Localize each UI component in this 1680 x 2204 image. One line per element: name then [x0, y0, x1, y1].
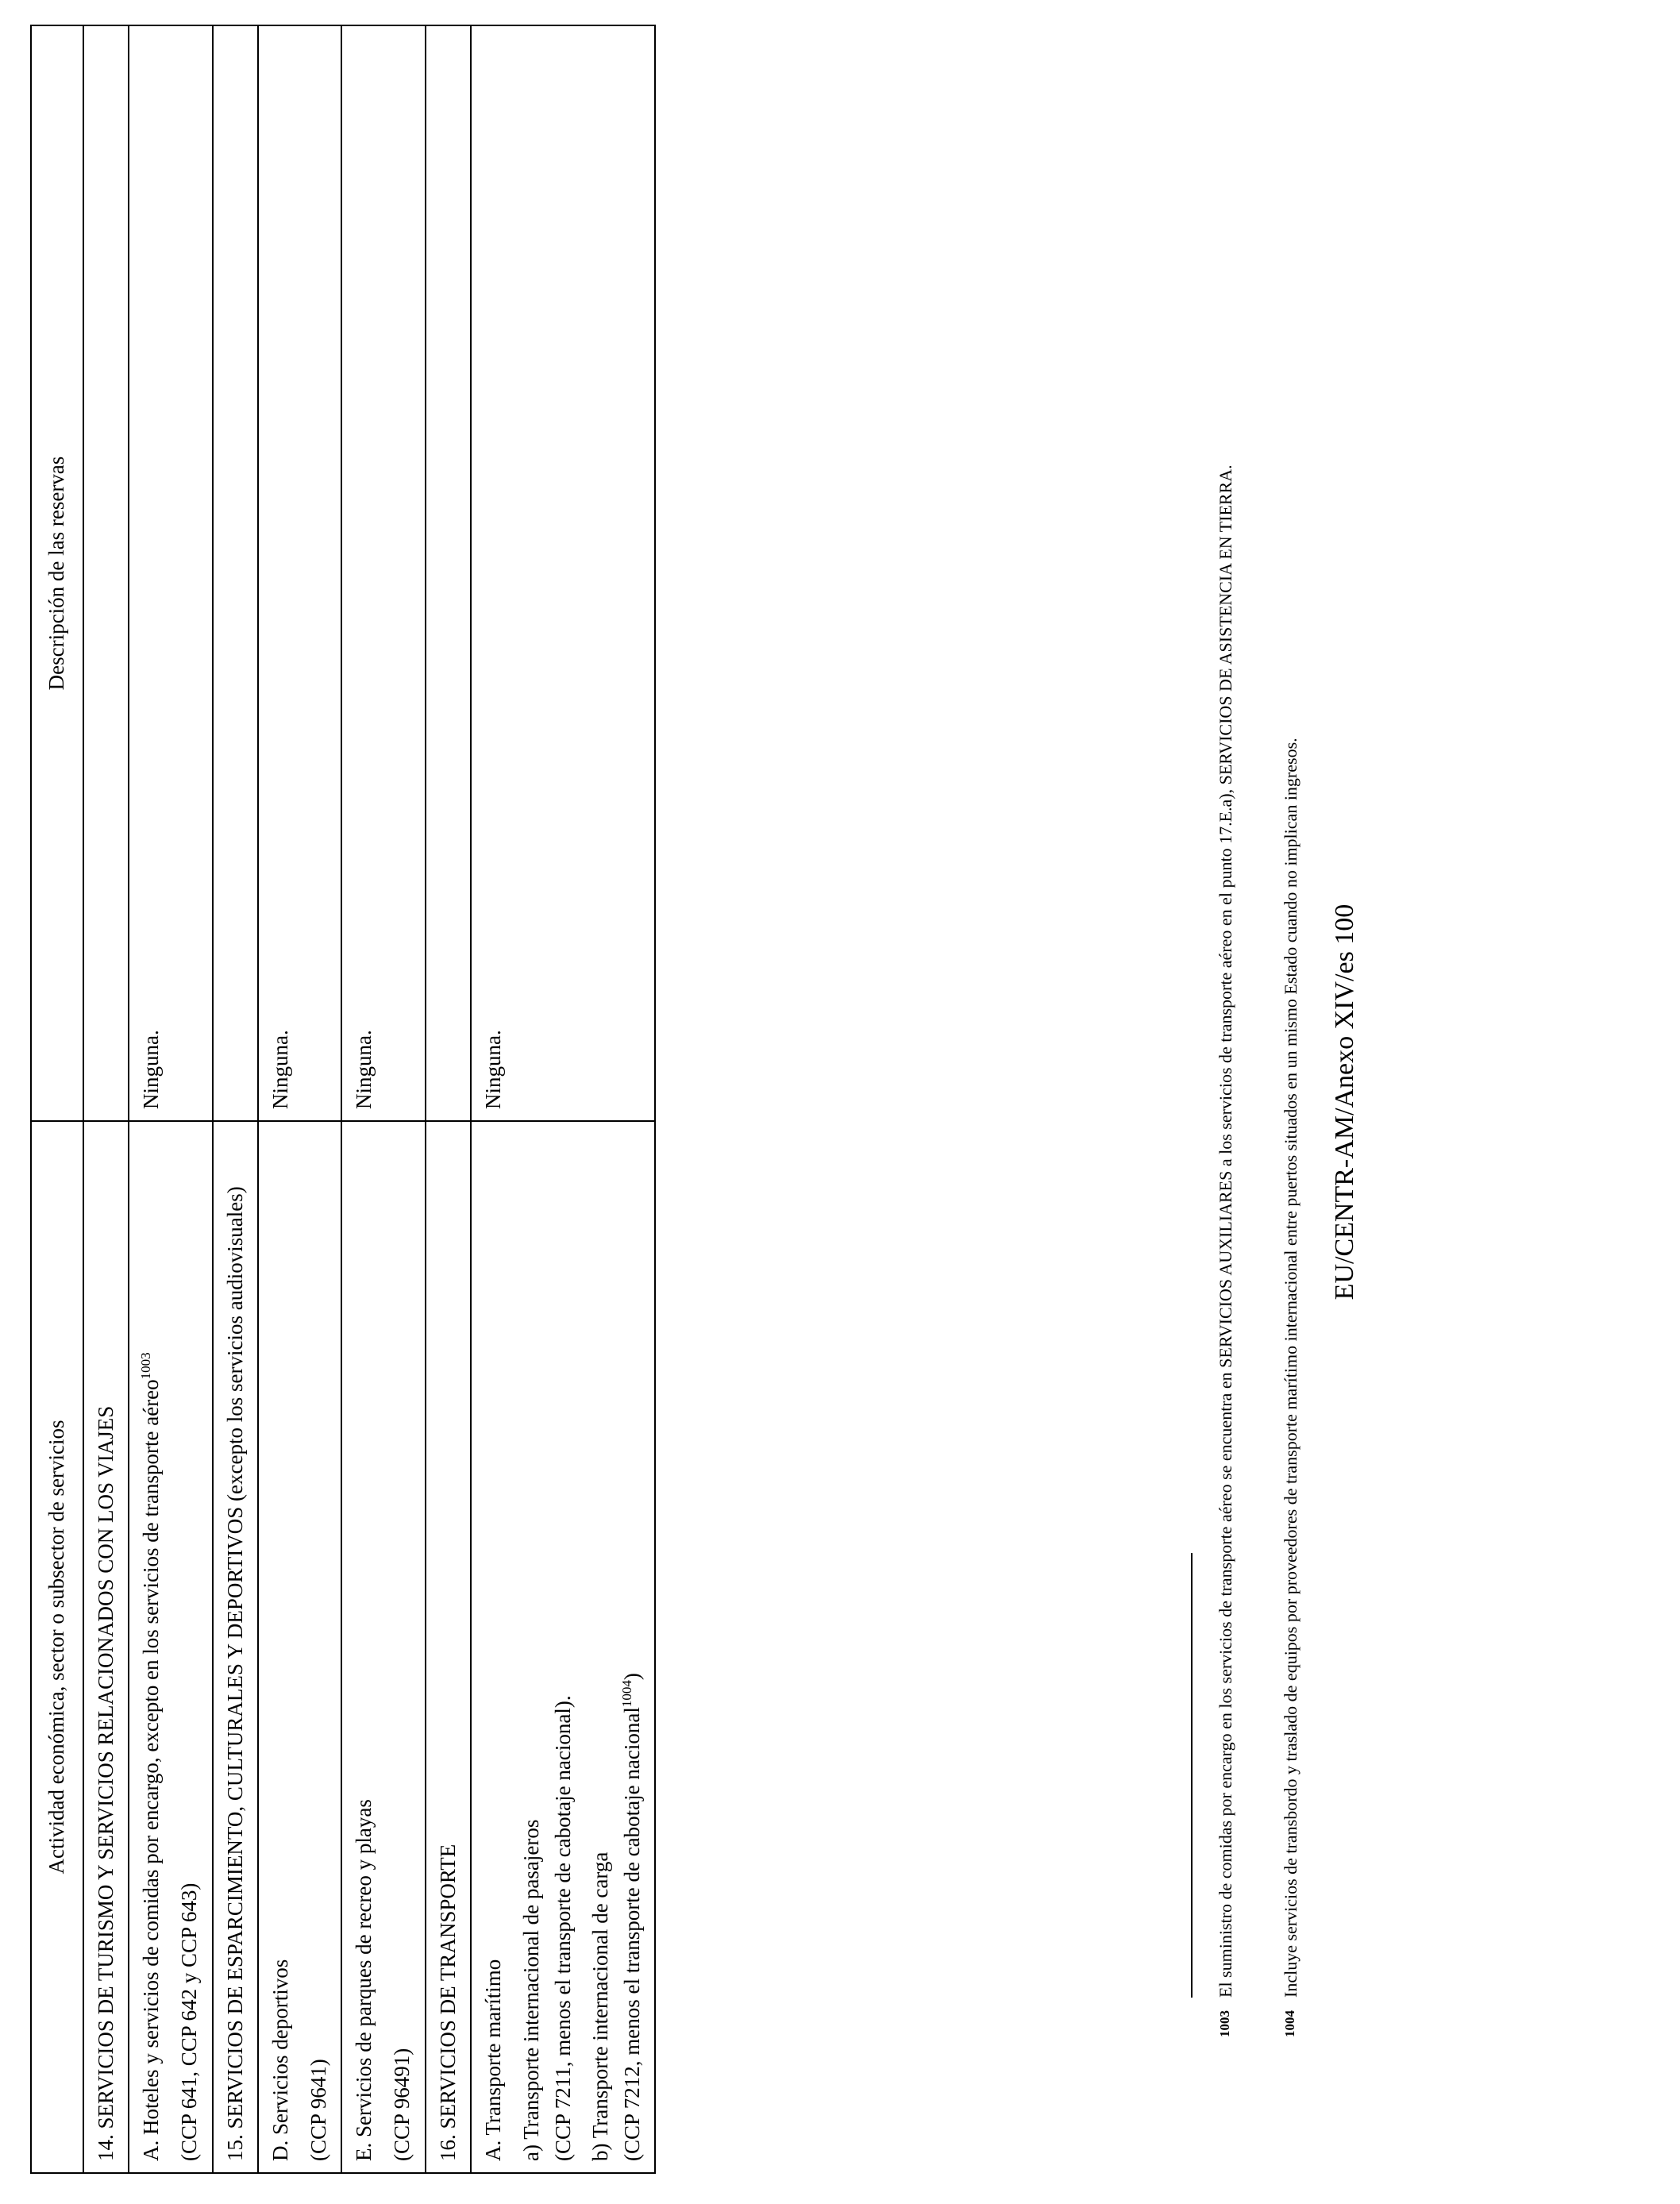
activity-label: E. Servicios de parques de recreo y playas — [352, 1799, 376, 2161]
section-row-15 — [213, 25, 259, 2173]
table-row — [341, 25, 425, 2173]
table-header-row — [31, 25, 83, 2173]
footnote-number: 1003 — [1217, 2010, 1232, 2037]
activity-label: A. Hoteles y servicios de comidas por encargo, excepto en los servicios de transporte aéreo — [139, 1379, 164, 2161]
table-row — [471, 25, 655, 2173]
section-row-16 — [426, 25, 472, 2173]
header-description: Descripción de las reservas — [31, 25, 83, 1121]
ccp-code-b-text: (CCP 7212, menos el transporte de cabotaje nacional — [619, 1707, 644, 2161]
ccp-code: (CCP 9641) — [306, 2059, 330, 2161]
reservations-table — [30, 25, 656, 2174]
description-cell: Ninguna. — [258, 25, 341, 1121]
sub-item-b: b) Transporte internacional de carga — [588, 1851, 613, 2161]
description-cell: Ninguna. — [471, 25, 655, 1121]
sub-item-a: a) Transporte internacional de pasajeros — [518, 1819, 543, 2161]
activity-text — [137, 1133, 166, 2161]
ccp-code: (CCP 96491) — [390, 2048, 414, 2161]
page-identifier: EU/CENTR-AM/Anexo XIV/es 100 — [1330, 904, 1359, 1300]
section-empty-cell — [426, 25, 472, 1121]
description-cell: Ninguna. — [341, 25, 425, 1121]
footnote — [1215, 60, 1238, 2037]
section-title-14: 14. SERVICIOS DE TURISMO Y SERVICIOS RELACIONADOS CON LOS VIAJES — [83, 1121, 129, 2173]
section-title-16: 16. SERVICIOS DE TRANSPORTE — [426, 1121, 472, 2173]
activity-label: A. Transporte marítimo — [481, 1959, 506, 2161]
ccp-code-a: (CCP 7211, menos el transporte de cabotaje nacional). — [550, 1695, 575, 2161]
section-empty-cell — [213, 25, 259, 1121]
activity-cell — [471, 1121, 655, 2173]
activity-cell — [258, 1121, 341, 2173]
section-row-14 — [83, 25, 129, 2173]
footnote-text: El suministro de comidas por encargo en los servicios de transporte aéreo se encuentra en SERVICIOS AUXILIARES a los servicios de transporte aéreo en el punto 17.E.a), SERVICIOS DE ASISTENCIA EN TIERRA. — [1216, 464, 1235, 1998]
section-title-15: 15. SERVICIOS DE ESPARCIMIENTO, CULTURALES Y DEPORTIVOS (excepto los servicios audiovisuales) — [213, 1121, 259, 2173]
description-cell: Ninguna. — [129, 25, 212, 1121]
ccp-code-b — [618, 1133, 647, 2161]
activity-label: D. Servicios deportivos — [268, 1959, 293, 2161]
activity-cell — [129, 1121, 212, 2173]
footnote-number: 1004 — [1282, 2010, 1297, 2037]
footnote-ref: 1004 — [618, 1680, 634, 1708]
section-empty-cell — [83, 25, 129, 1121]
footnote-separator — [1191, 1553, 1193, 1998]
ccp-code: (CCP 641, CCP 642 y CCP 643) — [176, 1882, 201, 2161]
footnote — [1280, 60, 1303, 2037]
ccp-code-b-close: ) — [619, 1673, 644, 1681]
table-row — [258, 25, 341, 2173]
table-row — [129, 25, 212, 2173]
activity-cell — [341, 1121, 425, 2173]
footnote-ref: 1003 — [138, 1352, 154, 1380]
footnote-text: Incluye servicios de transbordo y traslado de equipos por proveedores de transporte marítimo internacional entre puertos situados en un mismo Estado cuando no implican ingresos. — [1281, 738, 1300, 1998]
header-activity: Actividad económica, sector o subsector de servicios — [31, 1121, 83, 2173]
